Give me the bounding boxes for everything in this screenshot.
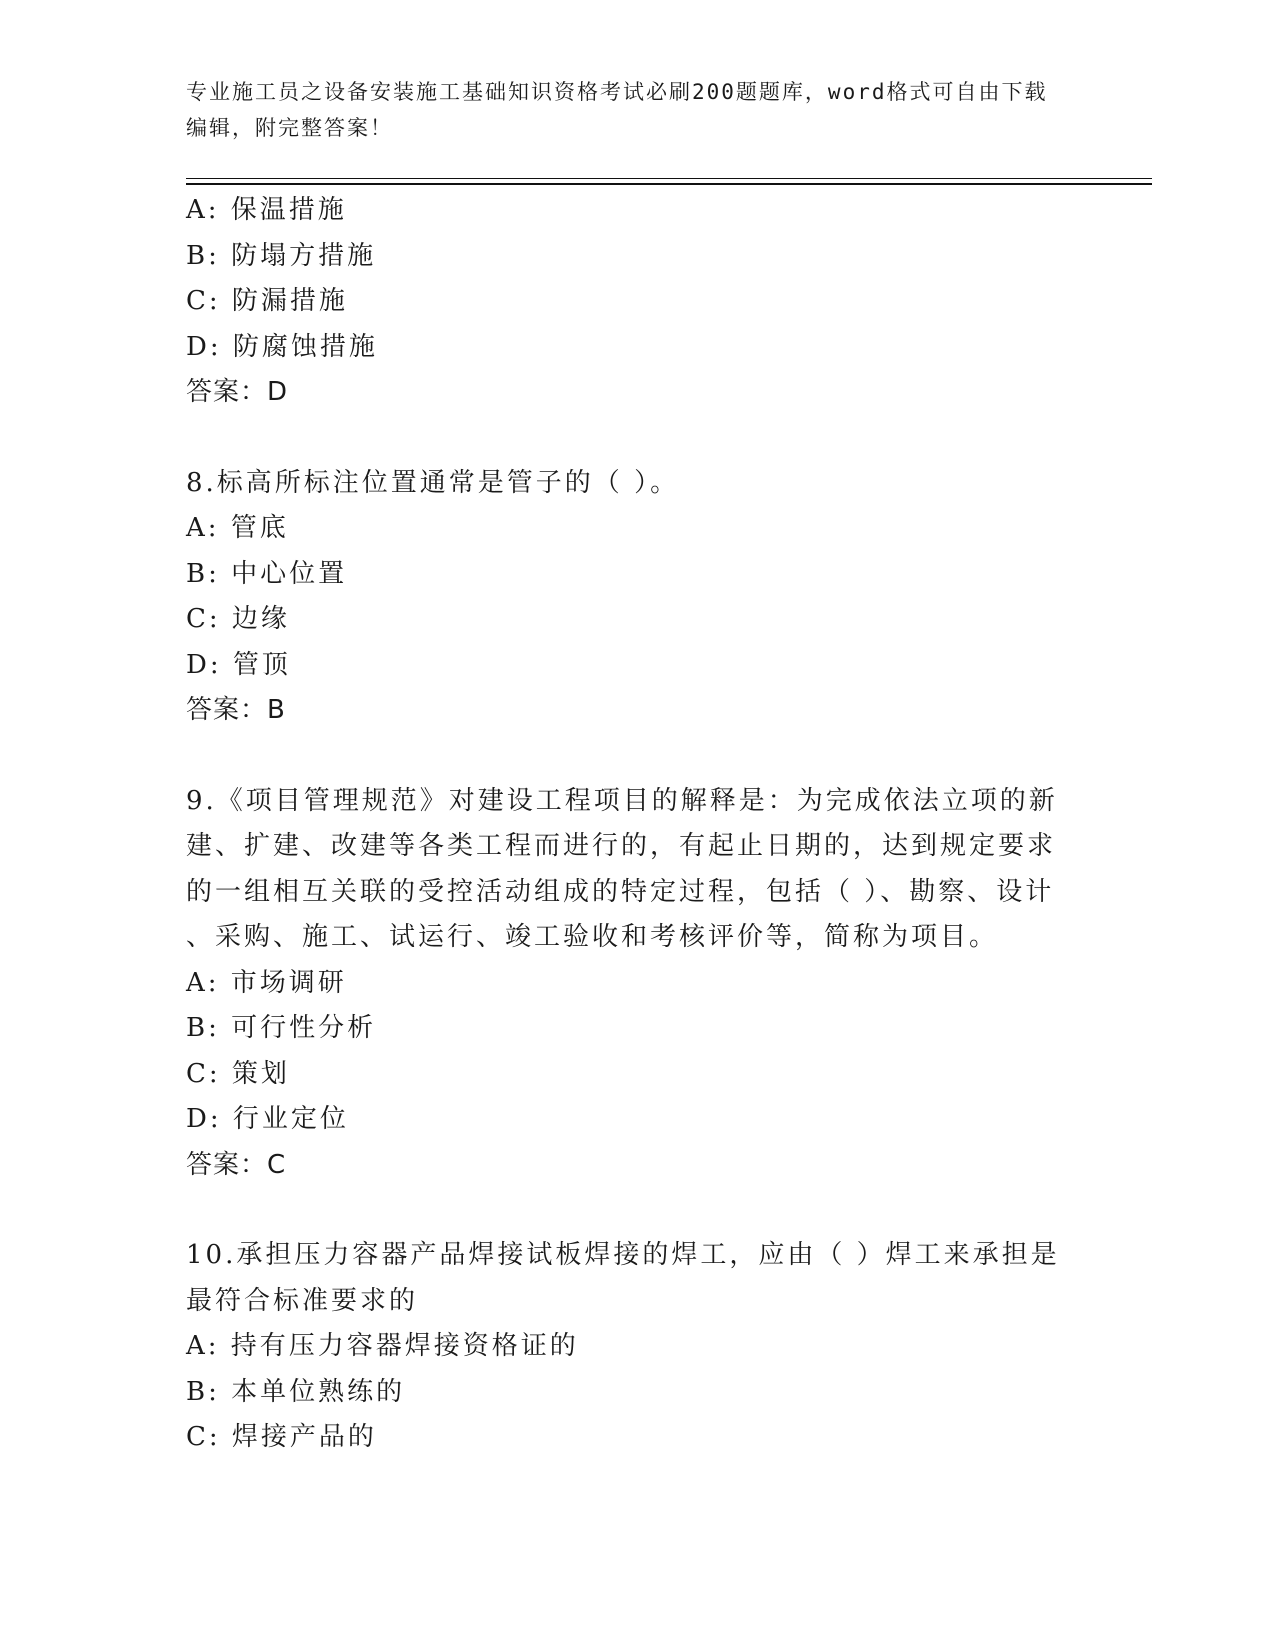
question-text-line: 最符合标准要求的 <box>186 1285 419 1316</box>
option-c: C: 策划 <box>186 1058 290 1089</box>
header-divider-thick <box>186 183 1152 185</box>
option-b: B: 可行性分析 <box>186 1013 377 1043</box>
option-a: A: 保温措施 <box>186 195 347 225</box>
option-a: A: 持有压力容器焊接资格证的 <box>186 1331 579 1361</box>
question-text-line: 9.《项目管理规范》对建设工程项目的解释是：为完成依法立项的新 <box>186 785 1058 816</box>
question-10 <box>186 1233 1086 1461</box>
option-d: D: 管顶 <box>186 649 291 680</box>
document-header: 专业施工员之设备安装施工基础知识资格考试必刷200题题库，word格式可自由下载编辑，附完整答案！ <box>186 80 1048 140</box>
question-9 <box>186 779 1086 1189</box>
option-c: C: 焊接产品的 <box>186 1422 377 1452</box>
answer-line: 答案：B <box>186 695 286 725</box>
question-8 <box>186 461 1086 734</box>
question-text-line: 建、扩建、改建等各类工程而进行的，有起止日期的，达到规定要求 <box>186 831 1057 861</box>
option-b: B: 防塌方措施 <box>186 240 377 271</box>
option-b: B: 中心位置 <box>186 558 348 589</box>
option-d: D: 防腐蚀措施 <box>186 331 378 362</box>
question-text: 8.标高所标注位置通常是管子的（ ）。 <box>186 467 680 498</box>
spacer <box>186 1188 1086 1233</box>
question-list <box>186 188 1086 1461</box>
option-a: A: 市场调研 <box>186 967 347 998</box>
header-divider-thin <box>186 178 1152 179</box>
answer-line: 答案：D <box>186 377 289 407</box>
question-text-line: 10.承担压力容器产品焊接试板焊接的焊工，应由（ ）焊工来承担是 <box>186 1240 1060 1270</box>
option-c: C: 防漏措施 <box>186 286 348 316</box>
option-a: A: 管底 <box>186 513 289 543</box>
spacer <box>186 734 1086 779</box>
question-7 <box>186 188 1086 416</box>
option-b: B: 本单位熟练的 <box>186 1376 406 1407</box>
question-text-line: 的一组相互关联的受控活动组成的特定过程，包括（ ）、勘察、设计 <box>186 876 1055 907</box>
question-text-line: 、采购、施工、试运行、竣工验收和考核评价等，简称为项目。 <box>186 922 999 952</box>
option-c: C: 边缘 <box>186 604 290 634</box>
answer-line: 答案：C <box>186 1149 287 1180</box>
spacer <box>186 416 1086 461</box>
option-d: D: 行业定位 <box>186 1104 349 1134</box>
